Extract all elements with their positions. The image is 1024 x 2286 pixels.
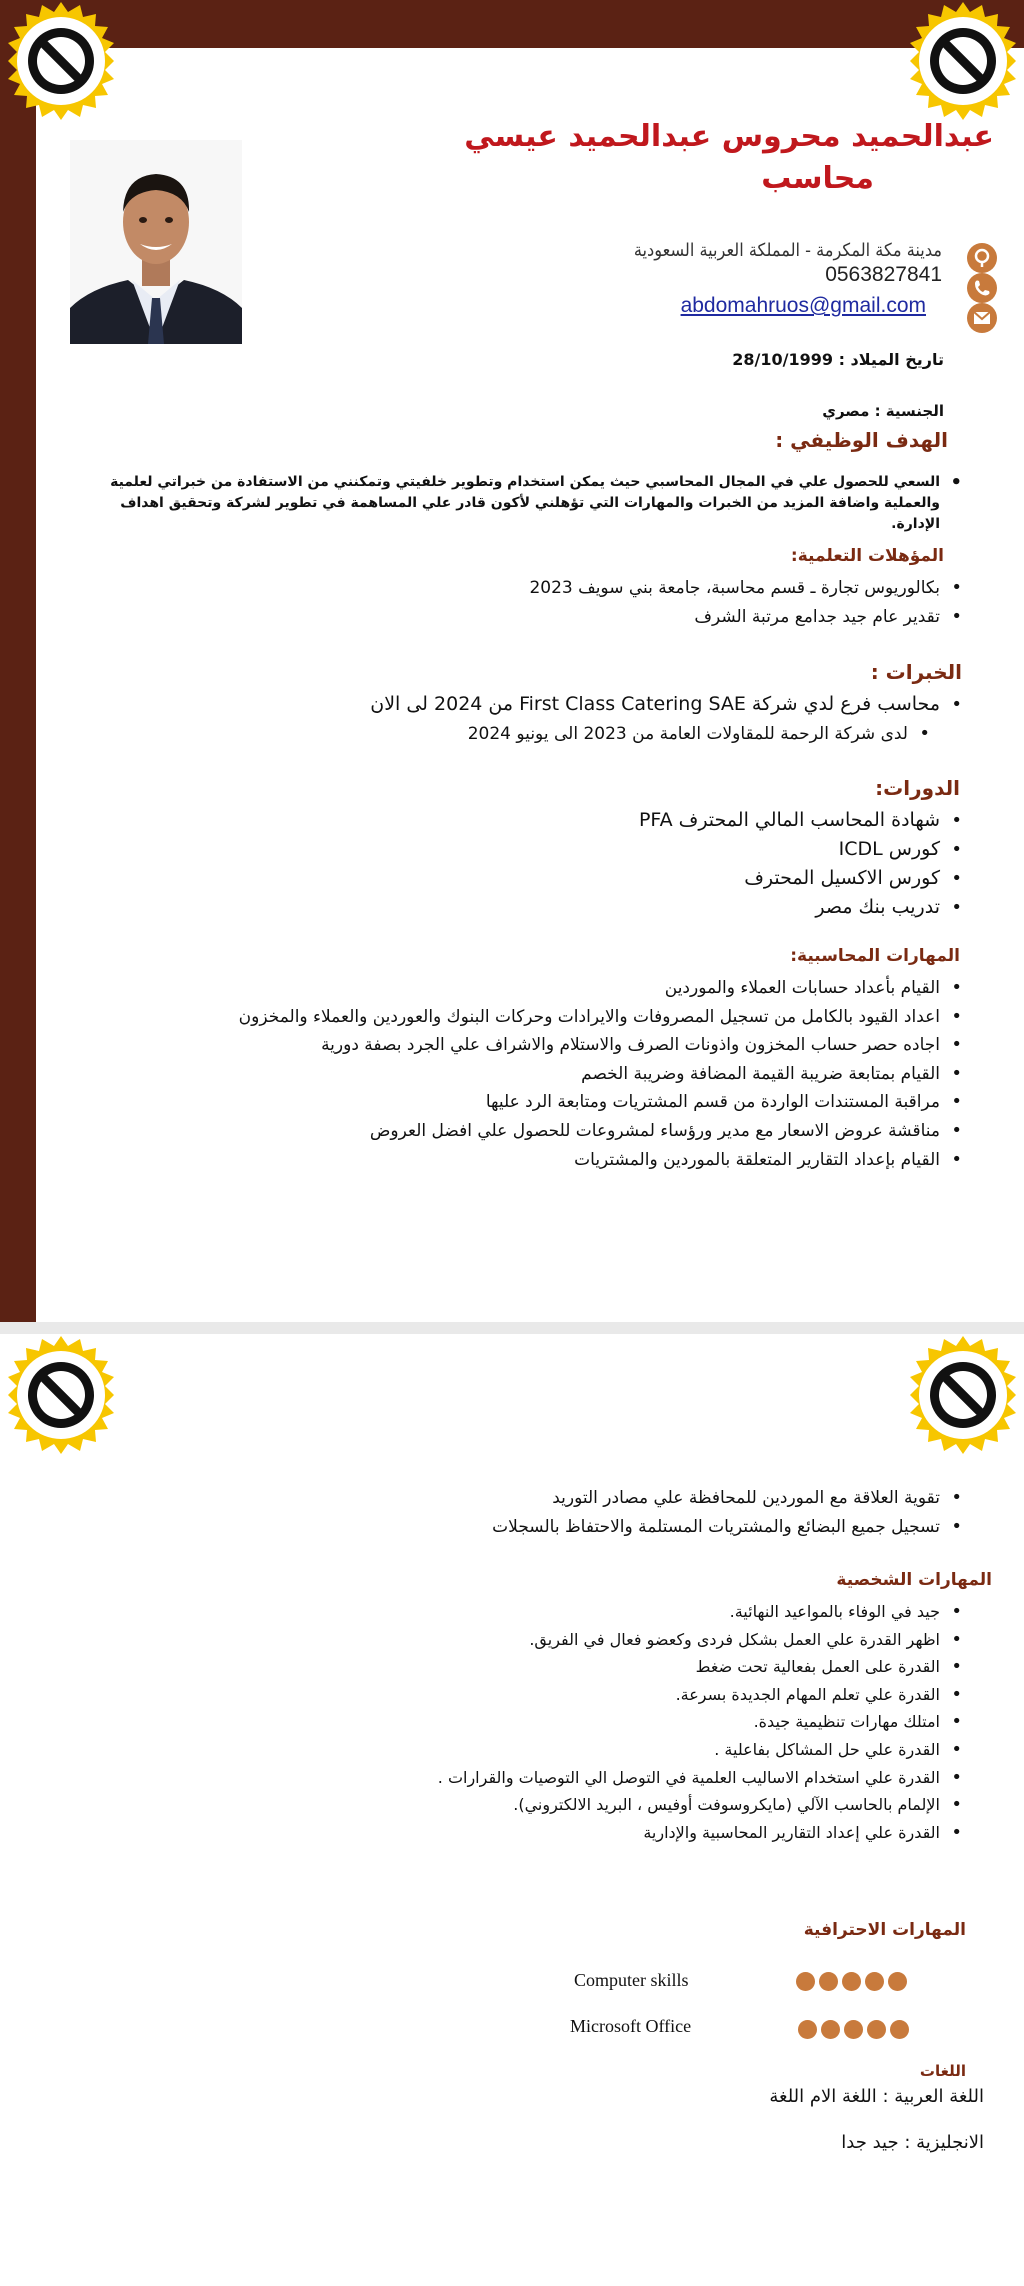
personal-skills-heading: المهارات الشخصية	[836, 1570, 992, 1590]
list-item: • القيام بأعداد حسابات العملاء والموردين	[239, 974, 966, 1003]
phone-icon	[966, 272, 998, 304]
courses-list	[639, 806, 966, 922]
skill-dot	[844, 2020, 863, 2039]
skill-label-office: Microsoft Office	[570, 2016, 692, 2036]
objective-heading: الهدف الوظيفي :	[775, 428, 948, 452]
list-item: • اظهر القدرة علي العمل بشكل فردى وكعضو فعال في الفريق.	[438, 1626, 966, 1654]
left-sidebar-bar	[0, 0, 36, 1322]
accounting-skills-heading: المهارات المحاسبية:	[790, 946, 960, 966]
education-list	[529, 574, 966, 631]
skill-dot	[819, 1972, 838, 1991]
email-link[interactable]: abdomahruos@gmail.com	[680, 294, 926, 317]
list-item: • كورس الاكسيل المحترف	[639, 864, 966, 893]
education-heading: المؤهلات التعلمية:	[790, 546, 944, 566]
top-banner	[0, 0, 1024, 48]
skill-dot	[888, 1972, 907, 1991]
skill-level-computer	[796, 1972, 907, 1991]
list-item: • القدرة علي إعداد التقارير المحاسبية والإدارية	[438, 1819, 966, 1847]
language-arabic: اللغة العربية : اللغة الام اللغة	[769, 2086, 984, 2107]
list-item: • مراقبة المستندات الواردة من قسم المشتريات ومتابعة الرد عليها	[239, 1088, 966, 1117]
skill-dot	[865, 1972, 884, 1991]
list-item: • تقوية العلاقة مع الموردين للمحافظة علي مصادر التوريد	[492, 1484, 966, 1513]
job-title: محاسب	[761, 161, 874, 196]
resume-page-2	[0, 1334, 1024, 2286]
skill-dot	[890, 2020, 909, 2039]
candidate-name: عبدالحميد محروس عبدالحميد عيسي	[464, 119, 994, 154]
list-item: • الإلمام بالحاسب الآلي (مايكروسوفت أوفيس ، البريد الالكتروني).	[438, 1791, 966, 1819]
experience-heading: الخبرات :	[870, 660, 962, 684]
birth-date: تاريخ الميلاد : 28/10/1999	[732, 350, 944, 369]
pdf-xchange-badge-icon[interactable]	[0, 1334, 122, 1456]
skill-dot	[842, 1972, 861, 1991]
list-item: • القدرة علي استخدام الاساليب العلمية في التوصل الي التوصيات والقرارات .	[438, 1764, 966, 1792]
address-text: مدينة مكة المكرمة - المملكة العربية السعودية	[633, 240, 942, 261]
professional-skills-heading: المهارات الاحترافية	[803, 1920, 966, 1940]
pdf-xchange-badge-icon[interactable]	[902, 0, 1024, 122]
courses-heading: الدورات:	[875, 776, 960, 800]
list-item: • امتلك مهارات تنظيمية جيدة.	[438, 1708, 966, 1736]
location-icon	[966, 242, 998, 274]
list-item: • تقدير عام جيد جدامع مرتبة الشرف	[529, 603, 966, 632]
list-item: • بكالوريوس تجارة ـ قسم محاسبة، جامعة بني سويف 2023	[529, 574, 966, 603]
list-item: • شهادة المحاسب المالي المحترف PFA	[639, 806, 966, 835]
accounting-skills-list	[239, 974, 966, 1174]
personal-skills-list	[438, 1598, 966, 1846]
email-icon	[966, 302, 998, 334]
skill-dot	[798, 2020, 817, 2039]
list-item: • جيد في الوفاء بالمواعيد النهائية.	[438, 1598, 966, 1626]
list-item: • تدريب بنك مصر	[639, 893, 966, 922]
list-item: • اجاده حصر حساب المخزون واذونات الصرف والاستلام والاشراف علي الجرد بصفة دورية	[239, 1031, 966, 1060]
phone-number: 0563827841	[825, 263, 942, 286]
list-item: • مناقشة عروض الاسعار مع مدير ورؤساء لمشروعات للحصول علي افضل العروض	[239, 1117, 966, 1146]
list-item: • القيام بإعداد التقارير المتعلقة بالموردين والمشتريات	[239, 1146, 966, 1175]
skill-level-office	[798, 2020, 909, 2039]
experience-list	[370, 690, 966, 719]
skill-dot	[867, 2020, 886, 2039]
languages-heading: اللغات	[919, 2062, 966, 2080]
objective-list	[106, 472, 966, 535]
language-english: الانجليزية : جيد جدا	[841, 2132, 984, 2153]
skill-label-computer: Computer skills	[574, 1970, 689, 1990]
list-item: • القدرة علي حل المشاكل بفاعلية .	[438, 1736, 966, 1764]
skill-dot	[796, 1972, 815, 1991]
list-item: • لدى شركة الرحمة للمقاولات العامة من 2023 الى يونيو 2024	[468, 720, 934, 749]
list-item: • اعداد القيود بالكامل من تسجيل المصروفات والايرادات وحركات البنوك والعوردين والعملاء والمخزون	[239, 1003, 966, 1032]
accounting-skills-list-cont	[492, 1484, 966, 1541]
list-item: • كورس ICDL	[639, 835, 966, 864]
experience-list-sub	[468, 720, 934, 749]
list-item: • القيام بمتابعة ضريبة القيمة المضافة وضريبة الخصم	[239, 1060, 966, 1089]
objective-text: • السعي للحصول علي في المجال المحاسبي حيث يمكن استخدام وتطوير خلفيتي وتمكنني من الاستفادة من خبراتي لعلمية والعملية واضافة المزيد من الخبرات والمهارات التي تؤهلني لأكون قادر علي المساهمة في تطوير لشركة وتحقيق اهداف الإدارة.	[106, 472, 966, 535]
list-item: • القدرة على العمل بفعالية تحت ضغط	[438, 1653, 966, 1681]
pdf-xchange-badge-icon[interactable]	[902, 1334, 1024, 1456]
skill-dot	[821, 2020, 840, 2039]
pdf-xchange-badge-icon[interactable]	[0, 0, 122, 122]
profile-photo	[70, 140, 242, 344]
list-item: • تسجيل جميع البضائع والمشتريات المستلمة والاحتفاظ بالسجلات	[492, 1513, 966, 1542]
list-item: • محاسب فرع لدي شركة First Class Catering SAE من 2024 لى الان	[370, 690, 966, 719]
list-item: • القدرة علي تعلم المهام الجديدة بسرعة.	[438, 1681, 966, 1709]
nationality: الجنسية : مصري	[822, 402, 944, 420]
